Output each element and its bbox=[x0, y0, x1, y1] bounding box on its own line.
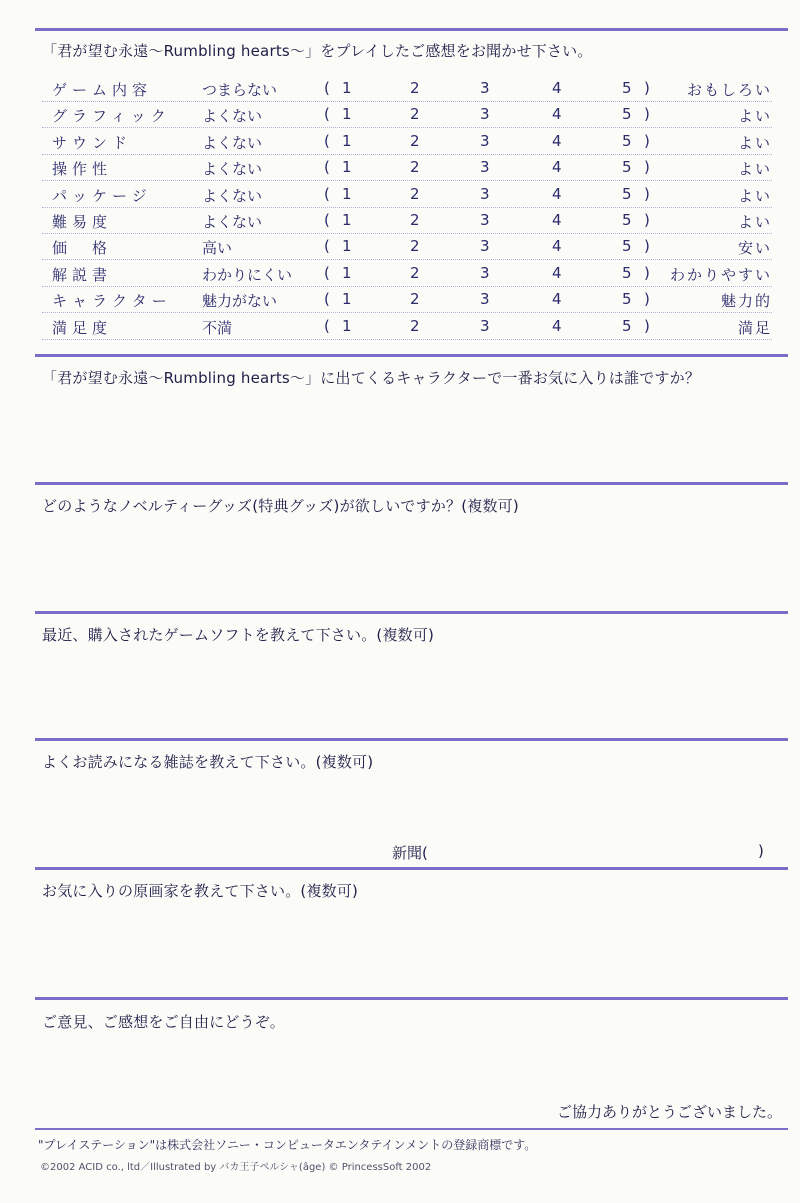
scale-option-2[interactable]: 2 bbox=[410, 105, 420, 124]
rating-row bbox=[52, 211, 772, 235]
scale-close-paren: ) bbox=[644, 211, 650, 229]
scale-option-4[interactable]: 4 bbox=[552, 158, 562, 177]
scale-option-5[interactable]: 5 bbox=[622, 79, 632, 97]
rating-label: グラフィック bbox=[52, 107, 171, 126]
scale-option-1[interactable]: 1 bbox=[342, 237, 352, 256]
rating-label: 操作性 bbox=[52, 160, 113, 179]
scale-option-4[interactable]: 4 bbox=[552, 79, 562, 97]
rating-label: 満足度 bbox=[52, 318, 113, 337]
scale-close-paren: ) bbox=[644, 316, 650, 335]
row-divider bbox=[42, 339, 772, 340]
scale-option-4[interactable]: 4 bbox=[552, 211, 562, 229]
rating-low-label: つまらない bbox=[202, 81, 278, 99]
question-heading: どのようなノベルティーグッズ(特典グッズ)が欲しいですか？(複数可) bbox=[42, 497, 519, 515]
scale-option-1[interactable]: 1 bbox=[342, 131, 352, 150]
rating-low-label: よくない bbox=[202, 160, 263, 179]
scale-open-paren: ( bbox=[324, 105, 330, 124]
scale-option-2[interactable]: 2 bbox=[410, 237, 420, 256]
rating-row bbox=[52, 317, 772, 341]
rating-low-label: よくない bbox=[202, 107, 263, 126]
rating-low-label: 不満 bbox=[202, 318, 233, 337]
rating-row bbox=[52, 264, 772, 288]
rating-high-label: よい bbox=[737, 133, 772, 152]
scale-option-2[interactable]: 2 bbox=[410, 290, 420, 309]
rating-label: サウンド bbox=[52, 133, 133, 152]
rating-low-label: わかりにくい bbox=[202, 265, 293, 284]
question-heading: よくお読みになる雑誌を教えて下さい。(複数可) bbox=[42, 753, 374, 771]
scale-option-4[interactable]: 4 bbox=[552, 105, 562, 124]
rating-high-label: よい bbox=[737, 160, 772, 179]
scale-option-2[interactable]: 2 bbox=[410, 158, 420, 177]
row-divider bbox=[42, 180, 772, 181]
scale-option-2[interactable]: 2 bbox=[410, 211, 420, 229]
rating-row bbox=[52, 290, 772, 314]
row-divider bbox=[42, 207, 772, 208]
rating-label: 価 格 bbox=[52, 239, 113, 258]
scale-option-1[interactable]: 1 bbox=[342, 263, 352, 282]
scale-option-2[interactable]: 2 bbox=[410, 316, 420, 335]
scale-close-paren: ) bbox=[644, 131, 650, 150]
section-divider bbox=[35, 611, 788, 614]
scale-option-1[interactable]: 1 bbox=[342, 158, 352, 177]
rating-label: 難易度 bbox=[52, 213, 113, 231]
scale-option-3[interactable]: 3 bbox=[480, 316, 490, 335]
rating-high-label: わかりやすい bbox=[669, 265, 772, 284]
rating-label: ゲーム内容 bbox=[52, 81, 153, 99]
scale-option-1[interactable]: 1 bbox=[342, 105, 352, 124]
scale-option-3[interactable]: 3 bbox=[480, 184, 490, 203]
row-divider bbox=[42, 154, 772, 155]
section-divider bbox=[35, 867, 788, 870]
rating-label: パッケージ bbox=[52, 186, 152, 205]
rating-high-label: よい bbox=[737, 186, 772, 205]
scale-option-3[interactable]: 3 bbox=[480, 211, 490, 229]
rating-row bbox=[52, 158, 772, 182]
scale-option-5[interactable]: 5 bbox=[622, 184, 632, 203]
question-heading: 「君が望む永遠〜Rumbling hearts〜」をプレイしたご感想をお聞かせ下さい。 bbox=[42, 42, 593, 60]
scale-open-paren: ( bbox=[324, 290, 330, 309]
scale-open-paren: ( bbox=[324, 263, 330, 282]
scale-option-2[interactable]: 2 bbox=[410, 263, 420, 282]
trademark-notice: "プレイステーション"は株式会社ソニー・コンピュータエンタテインメントの登録商標です。 bbox=[38, 1138, 537, 1152]
scale-open-paren: ( bbox=[324, 211, 330, 229]
scale-option-4[interactable]: 4 bbox=[552, 263, 562, 282]
rating-low-label: 高い bbox=[202, 239, 233, 258]
scale-option-4[interactable]: 4 bbox=[552, 237, 562, 256]
row-divider bbox=[42, 312, 772, 313]
scale-option-2[interactable]: 2 bbox=[410, 184, 420, 203]
scale-close-paren: ) bbox=[644, 290, 650, 309]
scale-close-paren: ) bbox=[644, 237, 650, 256]
rating-low-label: よくない bbox=[202, 213, 263, 231]
scale-close-paren: ) bbox=[644, 105, 650, 124]
rating-high-label: よい bbox=[737, 213, 772, 231]
scale-close-paren: ) bbox=[644, 158, 650, 177]
thanks-text: ご協力ありがとうございました。 bbox=[556, 1103, 782, 1121]
scale-option-3[interactable]: 3 bbox=[480, 131, 490, 150]
section-divider bbox=[35, 354, 788, 357]
rating-high-label: おもしろい bbox=[686, 81, 772, 99]
question-heading: 最近、購入されたゲームソフトを教えて下さい。(複数可) bbox=[42, 626, 435, 644]
scale-close-paren: ) bbox=[644, 184, 650, 203]
scale-option-1[interactable]: 1 bbox=[342, 316, 352, 335]
scale-open-paren: ( bbox=[324, 131, 330, 150]
scale-option-5[interactable]: 5 bbox=[622, 131, 632, 150]
scale-option-4[interactable]: 4 bbox=[552, 316, 562, 335]
scale-option-3[interactable]: 3 bbox=[480, 158, 490, 177]
rating-row bbox=[52, 105, 772, 129]
scale-open-paren: ( bbox=[324, 316, 330, 335]
scale-option-5[interactable]: 5 bbox=[622, 211, 632, 229]
scale-option-1[interactable]: 1 bbox=[342, 184, 352, 203]
newspaper-close: ) bbox=[758, 842, 764, 860]
scale-option-1[interactable]: 1 bbox=[342, 79, 352, 97]
scale-option-3[interactable]: 3 bbox=[480, 105, 490, 124]
scale-option-3[interactable]: 3 bbox=[480, 79, 490, 97]
scale-close-paren: ) bbox=[644, 263, 650, 282]
scale-option-3[interactable]: 3 bbox=[480, 263, 490, 282]
scale-open-paren: ( bbox=[324, 158, 330, 177]
rating-high-label: 安い bbox=[737, 239, 772, 258]
scale-close-paren: ) bbox=[644, 79, 650, 97]
scale-open-paren: ( bbox=[324, 237, 330, 256]
rating-high-label: 満足 bbox=[737, 318, 772, 337]
rating-high-label: 魅力的 bbox=[720, 292, 772, 311]
footer-divider bbox=[35, 1128, 788, 1130]
scale-open-paren: ( bbox=[324, 79, 330, 97]
rating-low-label: よくない bbox=[202, 186, 263, 205]
question-heading: お気に入りの原画家を教えて下さい。(複数可) bbox=[42, 882, 359, 900]
scale-option-5[interactable]: 5 bbox=[622, 158, 632, 177]
scale-option-1[interactable]: 1 bbox=[342, 211, 352, 229]
rating-high-label: よい bbox=[737, 107, 772, 126]
row-divider bbox=[42, 259, 772, 260]
question-heading: 「君が望む永遠〜Rumbling hearts〜」に出てくるキャラクターで一番お気に入りは誰ですか？ bbox=[42, 369, 701, 387]
row-divider bbox=[42, 233, 772, 234]
rating-row bbox=[52, 237, 772, 261]
section-divider bbox=[35, 738, 788, 741]
scale-option-4[interactable]: 4 bbox=[552, 184, 562, 203]
section-divider bbox=[35, 997, 788, 1000]
scale-option-5[interactable]: 5 bbox=[622, 316, 632, 335]
scale-option-3[interactable]: 3 bbox=[480, 290, 490, 309]
question-heading: ご意見、ご感想をご自由にどうぞ。 bbox=[42, 1013, 285, 1031]
rating-label: キャラクター bbox=[52, 292, 172, 311]
scale-option-4[interactable]: 4 bbox=[552, 290, 562, 309]
rating-row bbox=[52, 132, 772, 156]
row-divider bbox=[42, 101, 772, 102]
scale-option-5[interactable]: 5 bbox=[622, 290, 632, 309]
rating-label: 解説書 bbox=[52, 265, 113, 284]
scale-open-paren: ( bbox=[324, 184, 330, 203]
scale-option-4[interactable]: 4 bbox=[552, 131, 562, 150]
row-divider bbox=[42, 286, 772, 287]
section-divider bbox=[35, 482, 788, 485]
rating-low-label: よくない bbox=[202, 133, 263, 152]
scale-option-3[interactable]: 3 bbox=[480, 237, 490, 256]
copyright-notice: ©2002 ACID co., ltd／Illustrated by バカ王子ペルシャ(âge) © PrincessSoft 2002 bbox=[40, 1162, 432, 1173]
rating-low-label: 魅力がない bbox=[202, 292, 278, 311]
section-divider bbox=[35, 28, 788, 31]
newspaper-label: 新聞( bbox=[392, 844, 428, 862]
scale-option-5[interactable]: 5 bbox=[622, 237, 632, 256]
scale-option-2[interactable]: 2 bbox=[410, 79, 420, 97]
rating-row bbox=[52, 79, 772, 103]
scale-option-5[interactable]: 5 bbox=[622, 263, 632, 282]
scale-option-5[interactable]: 5 bbox=[622, 105, 632, 124]
rating-row bbox=[52, 185, 772, 209]
scale-option-1[interactable]: 1 bbox=[342, 290, 352, 309]
scale-option-2[interactable]: 2 bbox=[410, 131, 420, 150]
row-divider bbox=[42, 127, 772, 128]
